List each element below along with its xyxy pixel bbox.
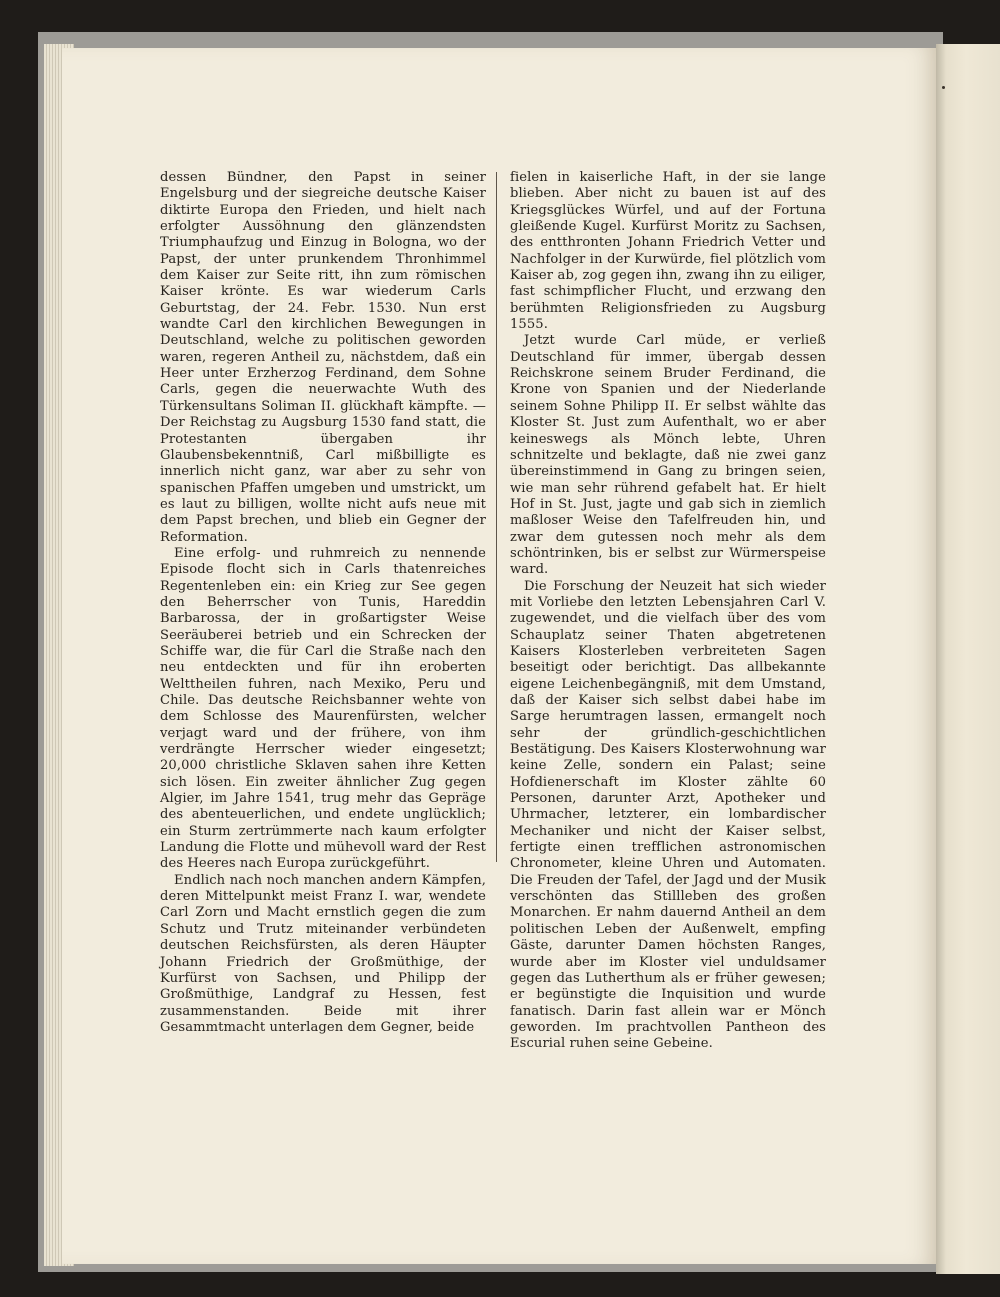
right-paragraph-2: Jetzt wurde Carl müde, er verließ Deutschland für immer, übergab dessen Reichskrone seinem Bruder Ferdinand, die Krone von Spanien und der Niederlande seinem Sohne Philipp II. Er selbst wählte das Kloster St. Just zum Aufenthalt, wo er aber keineswegs als Mönch lebte, Uhren schnitzelte und beklagte, daß nie zwei ganz übereinstimmend in Gang zu bringen seien, wie man sehr rührend gefabelt hat. Er hielt Hof in St. Just, jagte und gab sich in ziemlich maßloser Weise den Tafelfreuden hin, und zwar dem gutessen noch mehr als dem schöntrinken, bis er selbst zur Würmerspeise ward. bbox=[510, 333, 826, 578]
column-divider bbox=[496, 172, 497, 862]
left-paragraph-1: dessen Bündner, den Papst in seiner Engelsburg und der siegreiche deutsche Kaiser diktirte Europa den Frieden, und hielt nach erfolgter Aussöhnung den glänzendsten Triumphaufzug und Einzug in Bologna, wo der Papst, der unter prunkendem Thronhimmel dem Kaiser zur Seite ritt, ihn zum römischen Kaiser krönte. Es war wiederum Carls Geburtstag, der 24. Febr. 1530. Nun erst wandte Carl den kirchlichen Bewegungen in Deutschland, welche zu politischen geworden waren, regeren Antheil zu, nächstdem, daß ein Heer unter Erzherzog Ferdinand, dem Sohne Carls, gegen die neuerwachte Wuth des Türkensultans Soliman II. glückhaft kämpfte. — Der Reichstag zu Augsburg 1530 fand statt, die Protestanten übergaben ihr Glaubensbekenntniß, Carl mißbilligte es innerlich nicht ganz, war aber zu sehr von spanischen Pfaffen umgeben und umstrickt, um es laut zu billigen, wollte nicht aufs neue mit dem Papst brechen, und blieb ein Gegner der Reformation. bbox=[160, 170, 486, 545]
right-paragraph-1: fielen in kaiserliche Haft, in der sie lange blieben. Aber nicht zu bauen ist auf des Kriegsglückes Würfel, und auf der Fortuna gleißende Kugel. Kurfürst Moritz zu Sachsen, des entthronten Johann Friedrich Vetter und Nachfolger in der Kurwürde, fiel plötzlich vom Kaiser ab, zog gegen ihn, zwang ihn zu eiliger, fast schimpflicher Flucht, und erzwang den berühmten Religionsfrieden zu Augsburg 1555. bbox=[510, 170, 826, 333]
facing-page-mark bbox=[942, 86, 945, 89]
left-paragraph-3: Endlich nach noch manchen andern Kämpfen, deren Mittelpunkt meist Franz I. war, wendete Carl Zorn und Macht ernstlich gegen die zum Schutz und Trutz miteinander verbündeten deutschen Reichsfürsten, als deren Häupter Johann Friedrich der Großmüthige, der Kurfürst von Sachsen, und Philipp der Großmüthige, Landgraf zu Hessen, fest zusammenstanden. Beide mit ihrer Gesammtmacht unterlagen dem Gegner, beide bbox=[160, 872, 486, 1035]
right-text-column bbox=[510, 170, 826, 1053]
left-text-column bbox=[160, 170, 486, 1036]
left-paragraph-2: Eine erfolg- und ruhmreich zu nennende Episode flocht sich in Carls thatenreiches Regentenleben ein: ein Krieg zur See gegen den Beherrscher von Tunis, Hareddin Barbarossa, der in großartigster Weise Seeräuberei betrieb und ein Schrecken der Schiffe war, die für Carl die Straße nach den neu entdeckten und für ihn eroberten Welttheilen fuhren, nach Mexiko, Peru und Chile. Das deutsche Reichsbanner wehte von dem Schlosse des Maurenfürsten, welcher verjagt ward und der frühere, von ihm verdrängte Herrscher wieder eingesetzt; 20,000 christliche Sklaven sahen ihre Ketten sich lösen. Ein zweiter ähnlicher Zug gegen Algier, im Jahre 1541, trug mehr das Gepräge des abenteuerlichen, und endete unglücklich; ein Sturm zertrümmerte nach kaum erfolgter Landung die Flotte und mühevoll ward der Rest des Heeres nach Europa zurückgeführt. bbox=[160, 545, 486, 872]
facing-page-edge bbox=[936, 44, 1000, 1274]
right-paragraph-3: Die Forschung der Neuzeit hat sich wieder mit Vorliebe den letzten Lebensjahren Carl V. zugewendet, und die vielfach über des vom Schauplatz seiner Thaten abgetretenen Kaisers Klosterleben verbreiteten Sagen beseitigt oder berichtigt. Das allbekannte eigene Leichenbegängniß, mit dem Umstand, daß der Kaiser sich selbst dabei habe im Sarge herumtragen lassen, ermangelt noch sehr der gründlich-geschichtlichen Bestätigung. Des Kaisers Klosterwohnung war keine Zelle, sondern ein Palast; seine Hofdienerschaft im Kloster zählte 60 Personen, darunter Arzt, Apotheker und Uhrmacher, letzterer, ein lombardischer Mechaniker und nicht der Kaiser selbst, fertigte einen trefflichen astronomischen Chronometer, kleine Uhren und Automaten. Die Freuden der Tafel, der Jagd und der Musik verschönten das Stillleben des großen Monarchen. Er nahm dauernd Antheil an dem politischen Leben der Außenwelt, empfing Gäste, darunter Damen höchsten Ranges, wurde aber im Kloster viel unduldsamer gegen das Lutherthum als er früher gewesen; er begünstigte die Inquisition und wurde fanatisch. Darin fast allein war er Mönch geworden. Im prachtvollen Pantheon des Escurial ruhen seine Gebeine. bbox=[510, 578, 826, 1052]
